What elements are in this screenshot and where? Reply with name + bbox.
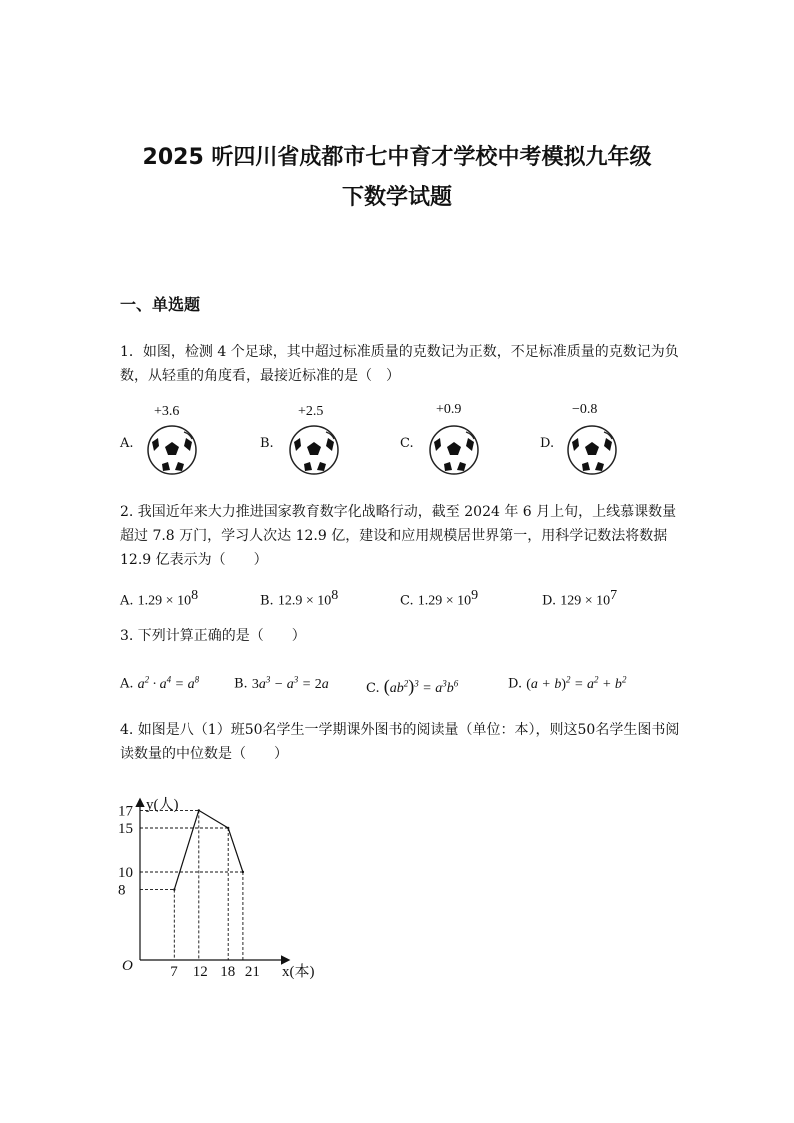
option-c[interactable]: [366, 676, 458, 697]
soccer-ball-icon: [566, 424, 618, 476]
x-tick-label: 21: [244, 964, 260, 980]
math-expression: $a^2 \cdot a^4 = a^8$: [137, 674, 200, 692]
option-letter: C.: [400, 436, 414, 451]
option-letter: A.: [120, 676, 134, 692]
soccer-ball-icon: [428, 424, 480, 476]
question-1-options: [118, 400, 638, 480]
reading-line-chart: [112, 790, 332, 990]
option-letter: D.: [508, 676, 523, 692]
math-expression: $(ab^2)^3 = a^3b^6$: [383, 676, 459, 696]
series-line: [174, 810, 243, 889]
option-letter: A.: [120, 593, 134, 609]
section-heading: 一、单选题: [120, 295, 201, 314]
page-title-line2: 下数学试题: [341, 185, 452, 210]
math-expression: $(a + b)^2 = a^2 + b^2$: [526, 674, 627, 692]
x-tick-label: 18: [220, 964, 236, 980]
question-2-text: 2. 我国近年来大力推进国家教育数字化战略行动，截至 2024 年 6 月上旬，上线慕课数量超过 7.8 万门，学习人次达 12.9 亿，建设和应用规模居世界第一，用科学记数法将数据 12.9 亿表示为（ ）: [120, 504, 677, 568]
question-2-options: [120, 588, 680, 608]
ball-value-label: −0.8: [572, 402, 598, 417]
soccer-ball-icon: [146, 424, 198, 476]
option-c[interactable]: C. $1.29 \times 10^9$: [400, 588, 479, 609]
y-tick-label: 17: [118, 803, 133, 820]
x-axis-label: x(本): [282, 964, 315, 980]
ball-value-label: +3.6: [154, 404, 180, 419]
data-point: [227, 827, 229, 829]
ball-value-label: +0.9: [436, 402, 462, 417]
x-tick-label: 12: [192, 964, 208, 980]
y-axis-label: y(人): [146, 797, 179, 813]
option-letter: C.: [400, 593, 414, 609]
question-1-text: 1．如图，检测 4 个足球，其中超过标准质量的克数记为正数，不足标准质量的克数记为负数，从轻重的角度看，最接近标准的是（ ）: [120, 344, 679, 384]
option-letter: B.: [234, 676, 248, 692]
math-expression: $3a^3 - a^3 = 2a$: [251, 674, 329, 692]
origin-label: O: [122, 958, 133, 974]
x-tick-label: 7: [170, 964, 178, 980]
y-tick-label: 10: [118, 865, 133, 881]
option-d[interactable]: D. $129 \times 10^7$: [542, 588, 618, 609]
option-d[interactable]: [508, 674, 626, 693]
option-letter: D.: [542, 593, 557, 609]
option-a[interactable]: A. $1.29 \times 10^8$: [120, 588, 199, 609]
data-point: [198, 809, 200, 811]
data-point: [242, 871, 244, 873]
soccer-ball-icon: [288, 424, 340, 476]
option-a[interactable]: [120, 674, 199, 693]
data-point: [173, 888, 175, 890]
page-title-line1: 2025 听四川省成都市七中育才学校中考模拟九年级: [142, 145, 652, 170]
question-3-text: 3. 下列计算正确的是（ ）: [120, 628, 306, 644]
question-3-options: [120, 670, 680, 696]
option-letter: B.: [260, 436, 274, 451]
ball-value-label: +2.5: [298, 404, 324, 419]
question-4-text: 4. 如图是八（1）班50名学生一学期课外图书的阅读量（单位：本），则这50名学生图书阅读数量的中位数是（ ）: [120, 722, 680, 762]
option-b[interactable]: B. $12.9 \times 10^8$: [260, 588, 339, 609]
y-tick-label: 15: [118, 821, 133, 837]
option-letter: A.: [120, 436, 134, 451]
y-tick-label: 8: [118, 882, 126, 899]
option-letter: B.: [260, 593, 274, 609]
option-b[interactable]: [234, 674, 329, 693]
option-letter: D.: [540, 436, 555, 451]
option-letter: C.: [366, 681, 380, 696]
